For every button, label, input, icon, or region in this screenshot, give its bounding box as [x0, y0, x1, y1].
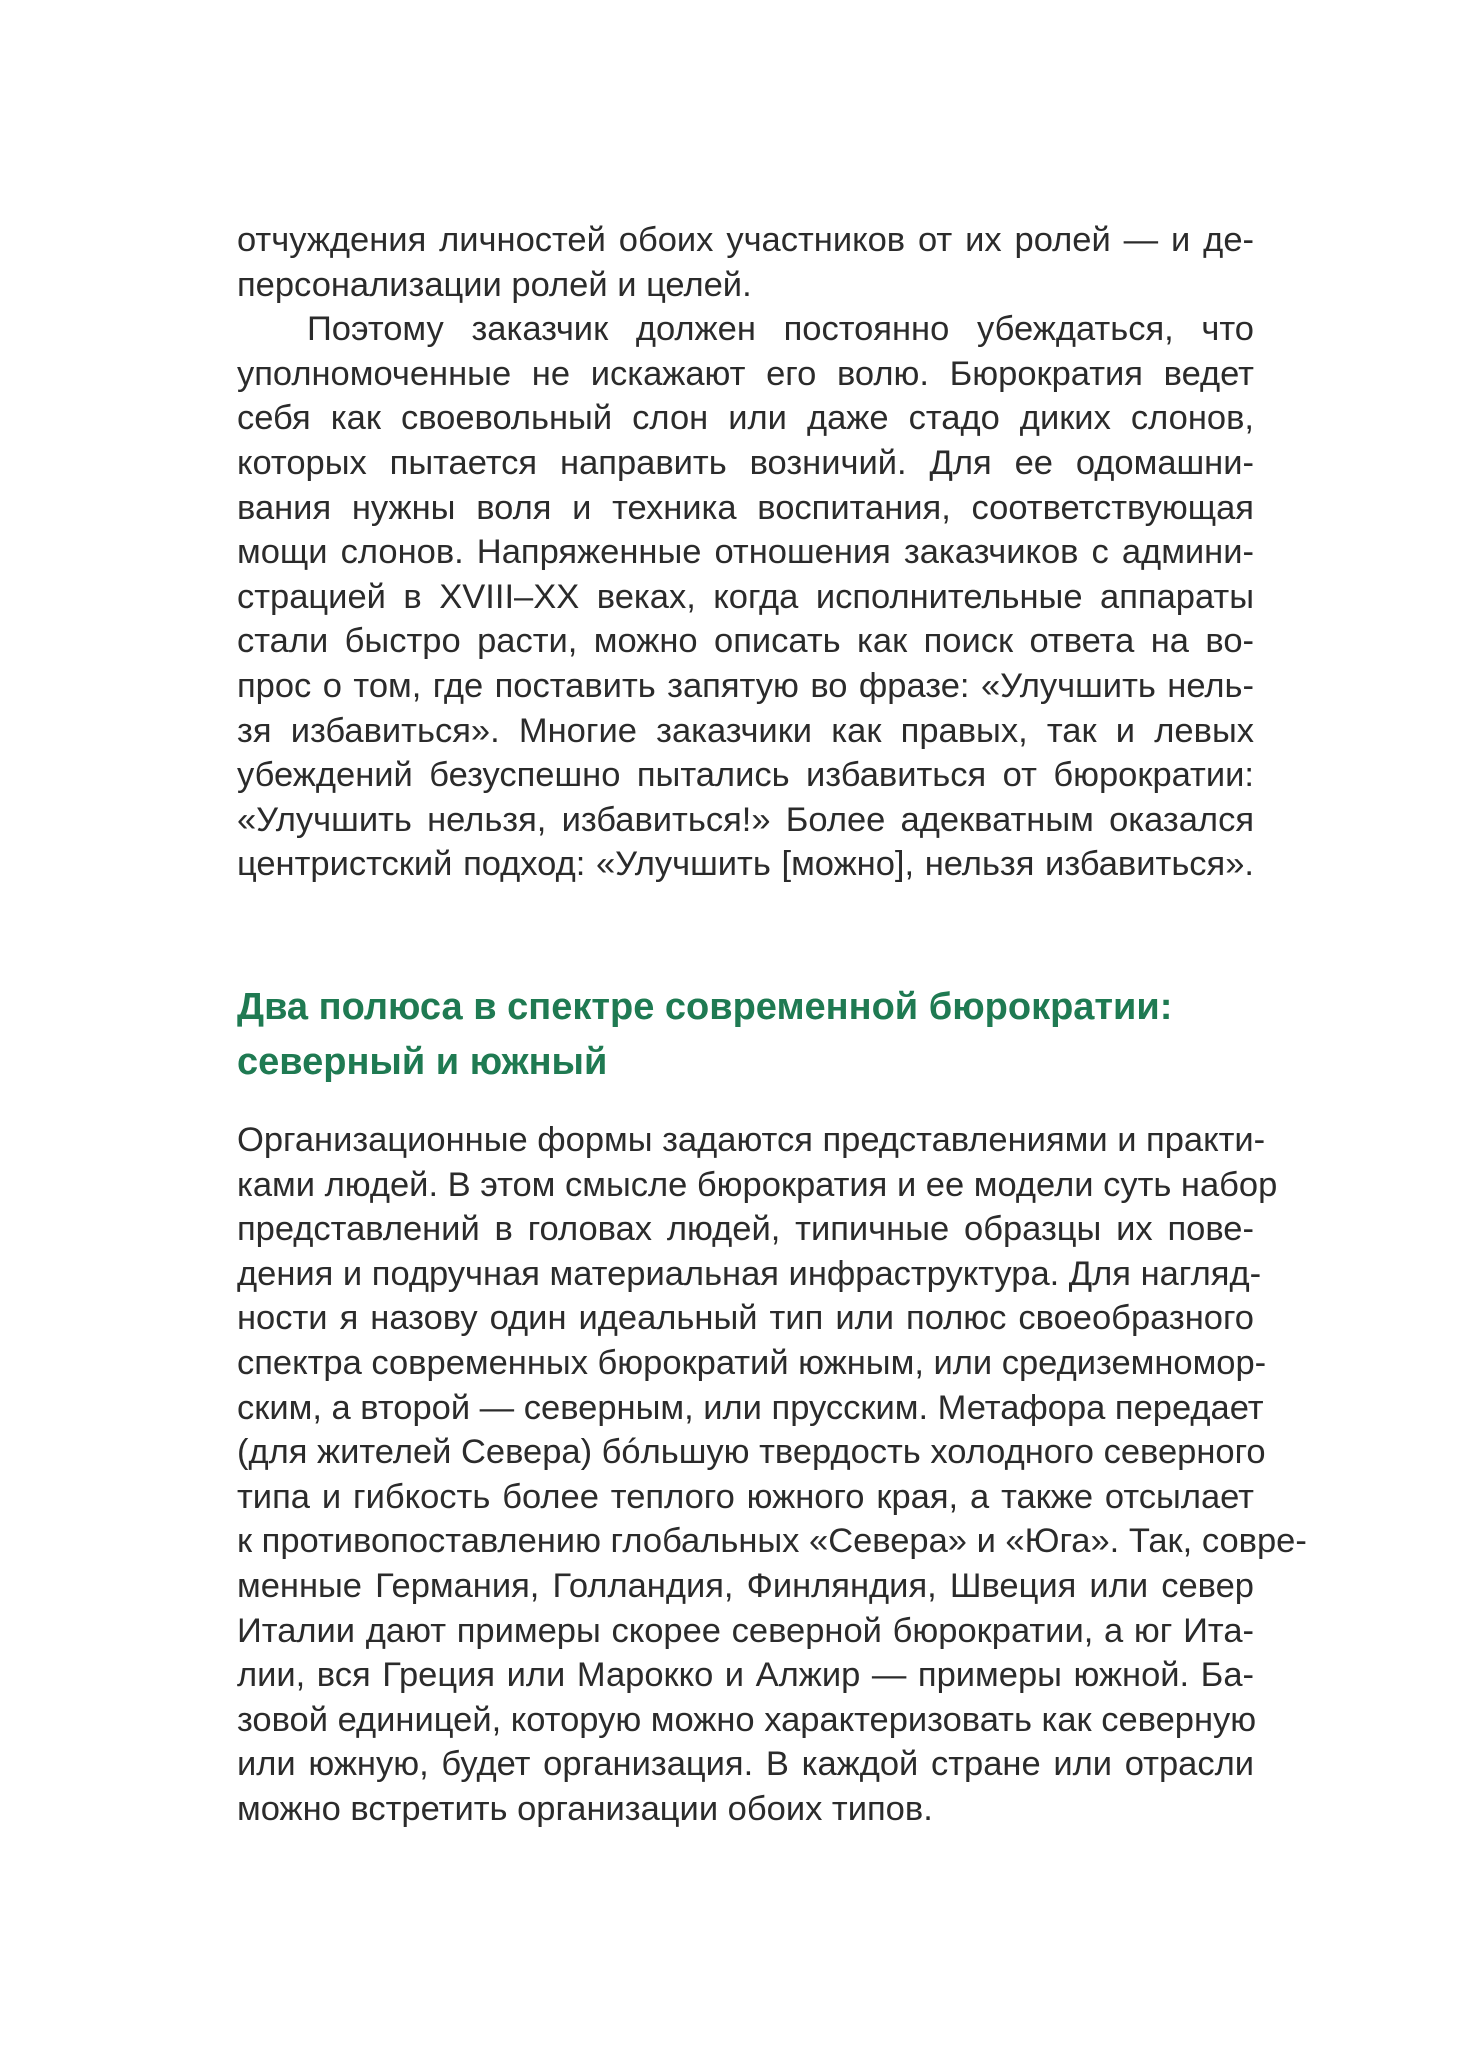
text-line: можно встретить организации обоих типов. — [237, 1789, 933, 1828]
text-line: Поэтому заказчик должен постоянно убеждаться, что — [307, 310, 1254, 349]
paragraph-body — [237, 1118, 1307, 1832]
text-line: зовой единицей, которую можно характеризовать как северную — [237, 1700, 1257, 1739]
text-line: вания нужны воля и техника воспитания, соответствующая — [237, 488, 1254, 527]
text-line: страцией в XVIII–XX веках, когда исполнительные аппараты — [237, 577, 1254, 616]
text-line: менные Германия, Голландия, Финляндия, Швеция или север — [237, 1566, 1254, 1605]
text-line: зя избавиться». Многие заказчики как правых, так и левых — [237, 711, 1254, 750]
text-line: мощи слонов. Напряженные отношения заказчиков с админи- — [237, 533, 1254, 572]
text-line: ками людей. В этом смысле бюрократия и ее модели суть набор — [237, 1165, 1278, 1204]
text-line: персонализации ролей и целей. — [237, 265, 752, 304]
text-line: спектра современных бюрократий южным, или средиземномор- — [237, 1343, 1267, 1382]
text-line: к противопоставлению глобальных «Севера» и «Юга». Так, совре- — [237, 1522, 1307, 1561]
text-line: лии, вся Греция или Марокко и Алжир — примеры южной. Ба- — [237, 1656, 1254, 1695]
text-line: прос о том, где поставить запятую во фразе: «Улучшить нель- — [237, 666, 1254, 705]
text-line: отчуждения личностей обоих участников от их ролей — и де- — [237, 221, 1254, 259]
text-line: ским, а второй — северным, или прусским. Метафора передает — [237, 1388, 1264, 1427]
section-heading — [237, 980, 1254, 1090]
text-line: Организационные формы задаются представлениями и практи- — [237, 1121, 1266, 1159]
text-line: себя как своевольный слон или даже стадо диких слонов, — [237, 399, 1254, 438]
heading-line: Два полюса в спектре современной бюрократии: — [237, 986, 1173, 1028]
text-line: ности я назову один идеальный тип или полюс своеобразного — [237, 1299, 1254, 1338]
text-line: убеждений безуспешно пытались избавиться от бюрократии: — [237, 756, 1254, 795]
text-line: уполномоченные не искажают его волю. Бюрократия ведет — [237, 354, 1254, 393]
text-line: стали быстро расти, можно описать как поиск ответа на во- — [237, 622, 1254, 661]
text-line: дения и подручная материальная инфраструктура. Для нагляд- — [237, 1254, 1262, 1293]
text-line: или южную, будет организация. В каждой стране или отрасли — [237, 1745, 1254, 1784]
text-line: типа и гибкость более теплого южного края, а также отсылает — [237, 1477, 1254, 1516]
text-line: представлений в головах людей, типичные образцы их пове- — [237, 1210, 1254, 1249]
heading-line: северный и южный — [237, 1041, 608, 1083]
text-line: центристский подход: «Улучшить [можно], нельзя избавиться». — [237, 845, 1254, 884]
text-line: «Улучшить нельзя, избавиться!» Более адекватным оказался — [237, 800, 1254, 839]
paragraph-continuation — [237, 218, 1254, 887]
text-line: которых пытается направить возничий. Для ее одомашни- — [237, 443, 1254, 482]
text-line: (для жителей Севера) бóльшую твердость холодного северного — [237, 1433, 1266, 1472]
text-line: Италии дают примеры скорее северной бюрократии, а юг Ита- — [237, 1611, 1254, 1650]
